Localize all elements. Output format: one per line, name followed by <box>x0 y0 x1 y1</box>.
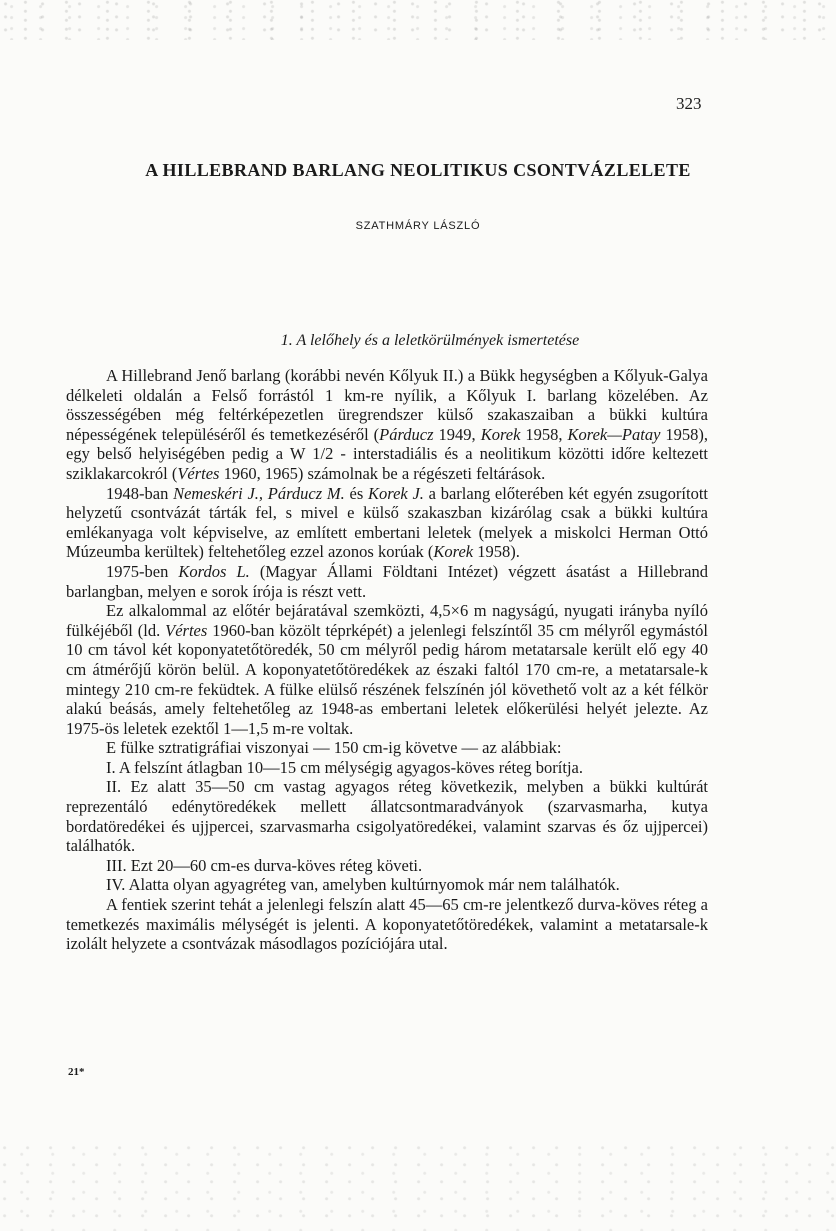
paragraph-p10 <box>66 895 708 954</box>
text-segment: Korek <box>480 424 521 444</box>
page-number: 323 <box>676 94 702 113</box>
text-segment: és <box>344 483 368 503</box>
text-segment: A Hillebrand Jenő barlang (korábbi nevén Kőlyuk II.) a Bükk hegységben a Kőlyuk-Galya délkeleti oldalán a Felső forrástól 1 km-re nyílik, a Kőlyuk I. barlang közelében. Az összességében még feltérképezetlen üregrendszer külső szakaszaiban a bükki kultúra népességének településéről és temetkezéséről ( <box>66 366 708 444</box>
text-segment: 1975-ben <box>106 561 179 581</box>
article-title: A HILLEBRAND BARLANG NEOLITIKUS CSONTVÁZLELETE <box>145 160 691 180</box>
scan-noise-bottom <box>0 1141 836 1231</box>
text-segment: 1960, 1965) számolnak be a régészeti feltárások. <box>219 463 546 483</box>
text-segment: III. Ezt 20—60 cm-es durva-köves réteg követi. <box>106 855 423 875</box>
text-segment: Ez alkalommal az előtér bejáratával szemközti, 4,5×6 m nagyságú, nyugati irányba nyíló fülkéjéből (ld. <box>66 601 708 640</box>
text-segment: 1960-ban közölt téprképét) a jelenlegi felszíntől 35 cm mélyről egymástól 10 cm távol két koponyatetőtöredék, 50 cm mélyről pedig három metatarsale került elő egy 40 cm átmérőjű körön belül. A koponyatetőtöredékek az északi faltól 170 cm-re, a metatarsale-k mintegy 210 cm-re feküdtek. A fülke elülső részének felszínén jól követhető volt az a két félkör alakú beásás, amely feltehetőleg az 1948-as embertani leletek előkerülési helyét jelezte. Az 1975-ös leletek ezektől 1—1,5 m-re voltak. <box>66 620 708 738</box>
text-segment: Korek J. <box>368 483 424 503</box>
text-segment: I. A felszínt átlagban 10—15 cm mélységig agyagos-köves réteg borítja. <box>106 757 584 777</box>
paragraph-p5 <box>66 738 708 758</box>
paragraph-p3 <box>66 562 708 601</box>
paragraph-p1 <box>66 366 708 484</box>
paragraph-p4 <box>66 601 708 738</box>
text-segment: a barlang előterében két egyén zsugorított helyzetű csontvázát tárták fel, s mivel e külső szakaszban kizárólag csak a bükki kultúra emlékanyaga volt képviselve, az említett embertani leletek (melyek a miskolci Herman Ottó Múzeumba kerültek) feltehetőleg ezzel azonos korúak ( <box>66 483 708 562</box>
text-segment: Korek <box>433 542 474 562</box>
text-segment: Párducz <box>379 424 434 444</box>
author-name: SZATHMÁRY LÁSZLÓ <box>355 220 481 232</box>
paragraph-p6 <box>66 758 708 778</box>
paragraph-p8 <box>66 856 708 876</box>
text-segment: (Magyar Állami Földtani Intézet) végzett ásatást a Hillebrand barlangban, melyen e sorok írója is részt vett. <box>66 561 708 601</box>
text-segment: Nemeskéri J., Párducz M. <box>173 483 345 503</box>
text-segment: 1958). <box>473 542 520 562</box>
paragraph-p9 <box>66 875 708 895</box>
body-text <box>66 366 708 954</box>
text-segment: 1958), egy belső helyiségében pedig a W 1/2 - interstadiális és a neolitikum közötti időre keltezett sziklakarcokról ( <box>66 424 709 483</box>
text-segment: Kordos L. <box>178 561 250 581</box>
text-segment: II. Ez alatt 35—50 cm vastag agyagos réteg következik, melyben a bükki kultúrát reprezentáló edénytöredékek mellett állatcsontmaradványok (szarvasmarha, kutya bordatöredékei és ujjpercei, szarvasmarha csigolyatöredékei, valamint szarvas és őz ujjpercei) találhatók. <box>66 777 708 856</box>
text-segment: Vértes <box>177 463 220 483</box>
text-segment: 1949, <box>433 424 481 444</box>
text-segment: Korek—Patay <box>567 424 661 444</box>
text-segment: 1948-ban <box>106 483 174 503</box>
text-segment: IV. Alatta olyan agyagréteg van, amelyben kultúrnyomok már nem találhatók. <box>106 875 620 895</box>
scan-noise-top <box>0 0 836 40</box>
text-segment: Vértes <box>165 620 208 640</box>
paragraph-p2 <box>66 484 708 562</box>
signature-mark: 21* <box>68 1066 85 1078</box>
section-heading: 1. A lelőhely és a leletkörülmények ismertetése <box>280 332 580 349</box>
text-segment: 1958, <box>520 424 568 444</box>
paragraph-p7 <box>66 777 708 855</box>
text-segment: E fülke sztratigráfiai viszonyai — 150 cm-ig követve — az alábbiak: <box>106 738 562 758</box>
text-segment: A fentiek szerint tehát a jelenlegi felszín alatt 45—65 cm-re jelentkező durva-köves réteg a temetkezés maximális mélységét is jelenti. A koponyatetőtöredékek, valamint a metatarsale-k izolált helyzete a csontvázak másodlagos pozíciójára utal. <box>66 895 708 954</box>
